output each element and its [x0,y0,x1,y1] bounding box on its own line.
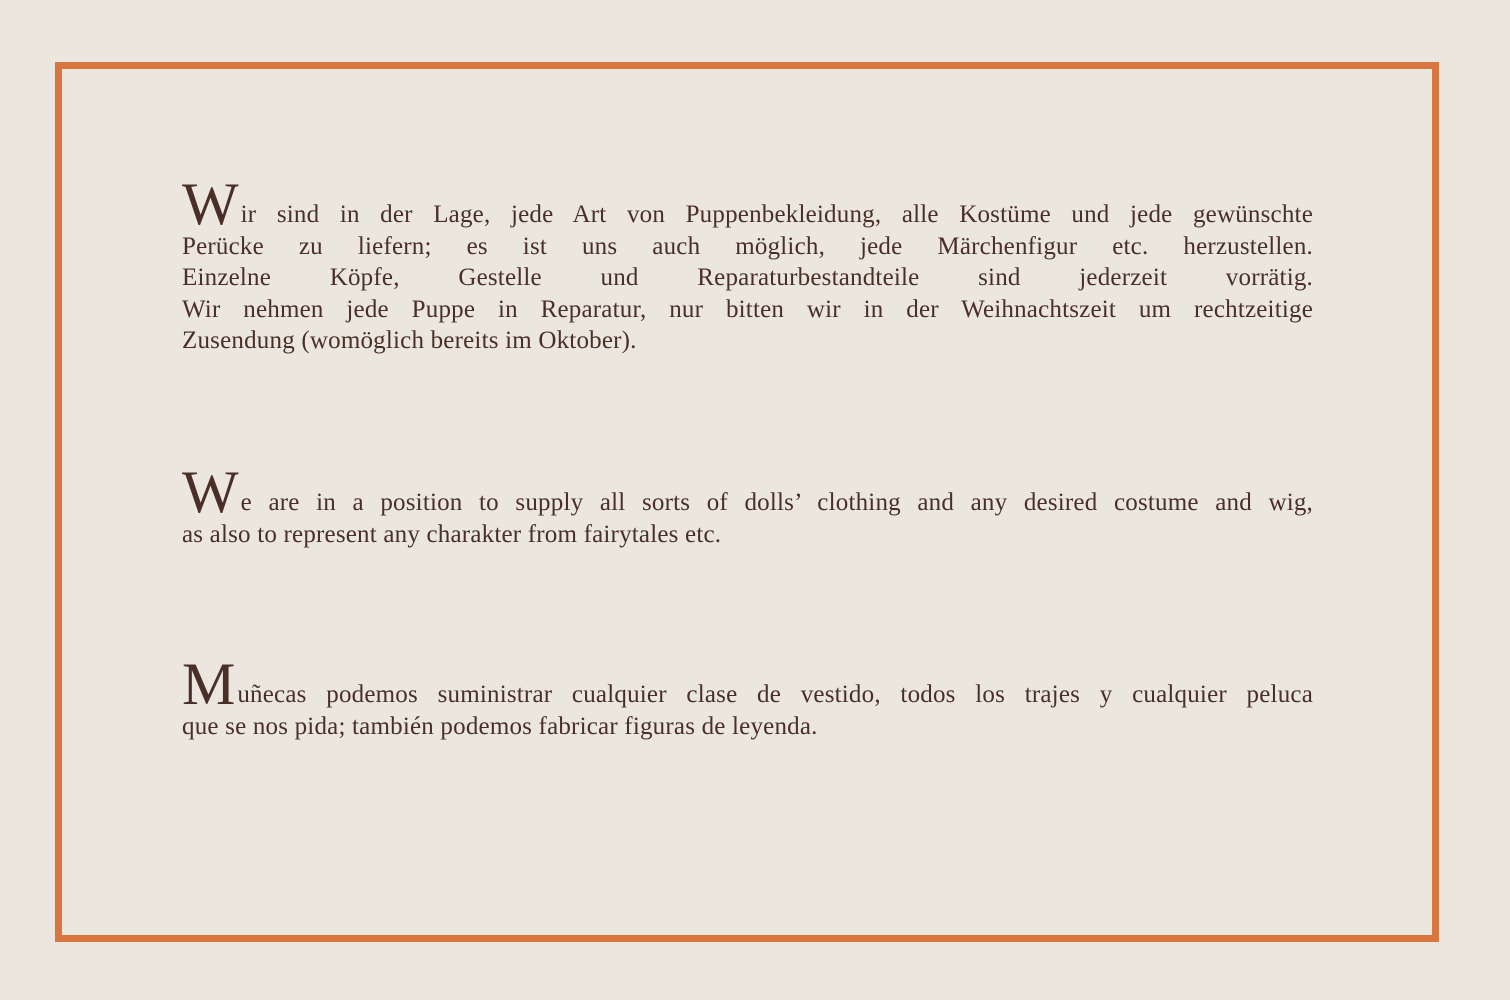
german-initial-cap: W [182,171,239,237]
german-line-3: Einzelne Köpfe, Gestelle und Reparaturbestandteile sind jederzeit vorrätig. [182,264,1313,291]
spanish-paragraph [182,651,1313,742]
english-initial-cap: W [182,459,239,525]
german-line-2: Perücke zu liefern; es ist uns auch möglich, jede Märchenfigur etc. herzustellen. [182,232,1313,260]
spanish-initial-cap: M [182,651,236,717]
english-line-1-text: e are in a position to supply all sorts of dolls’ clothing and any desired costume and wig, [240,489,1313,516]
english-line-2: as also to represent any charakter from fairytales etc. [182,520,722,548]
german-line-5: Zusendung (womöglich bereits im Oktober). [182,327,637,354]
german-line-1-text: ir sind in der Lage, jede Art von Puppenbekleidung, alle Kostüme und jede gewünschte [240,201,1313,228]
german-line-4: Wir nehmen jede Puppe in Reparatur, nur bitten wir in der Weihnachtszeit um rechtzeitige [182,295,1313,323]
spanish-line-1-text: uñecas podemos suministrar cualquier clase de vestido, todos los trajes y cualquier peluca [237,681,1313,708]
english-line-1 [182,459,1313,525]
spanish-line-1 [182,651,1313,717]
german-line-1 [182,171,1313,237]
english-paragraph [182,459,1313,550]
spanish-line-2: que se nos pida; también podemos fabricar figuras de leyenda. [182,712,818,740]
german-paragraph [182,171,1313,357]
